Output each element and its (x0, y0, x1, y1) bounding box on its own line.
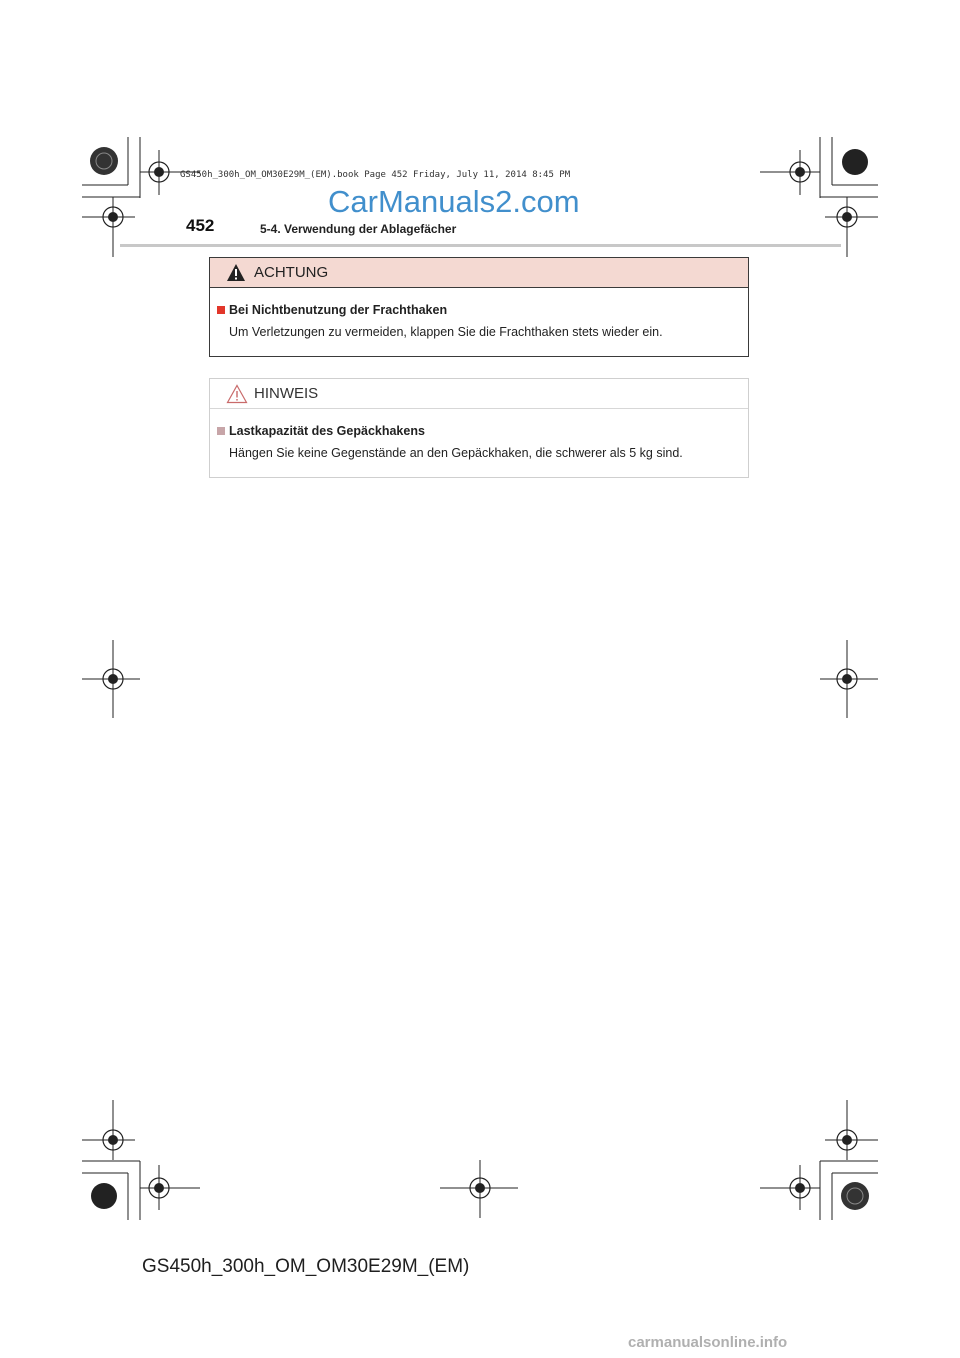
notice-item-heading (217, 421, 748, 441)
bullet-square-icon (217, 306, 225, 314)
notice-body (210, 409, 748, 462)
caution-box (209, 257, 749, 357)
notice-heading-text: Lastkapazität des Gepäckhakens (229, 424, 425, 438)
starburst-mark (90, 147, 118, 175)
bullet-square-icon (217, 427, 225, 435)
caution-item-text: Um Verletzungen zu vermeiden, klappen Sie die Frachthaken stets wieder ein. (229, 325, 663, 339)
page-number: 452 (186, 216, 215, 235)
watermark-top: CarManuals2.com (328, 184, 580, 219)
caution-body (210, 288, 748, 341)
caution-triangle-outline-icon (226, 384, 248, 404)
caution-heading-text: Bei Nichtbenutzung der Frachthaken (229, 303, 448, 317)
caution-title: ACHTUNG (254, 264, 329, 281)
caution-item-heading (217, 300, 748, 320)
header-divider (120, 244, 841, 247)
warning-triangle-icon (226, 263, 246, 282)
notice-box (209, 378, 749, 478)
section-title: 5-4. Verwendung der Ablagefächer (260, 222, 457, 236)
book-info-line: GS450h_300h_OM_OM30E29M_(EM).book Page 452 Friday, July 11, 2014 8:45 PM (180, 170, 571, 180)
notice-header (210, 379, 748, 409)
caution-header (210, 258, 748, 288)
solid-dot-mark (842, 149, 868, 175)
notice-title: HINWEIS (254, 385, 319, 402)
notice-item-text: Hängen Sie keine Gegenstände an den Gepäckhaken, die schwerer als 5 kg sind. (229, 446, 683, 460)
watermark-bottom: carmanualsonline.info (628, 1334, 788, 1351)
footer-document-code: GS450h_300h_OM_OM30E29M_(EM) (142, 1256, 470, 1277)
